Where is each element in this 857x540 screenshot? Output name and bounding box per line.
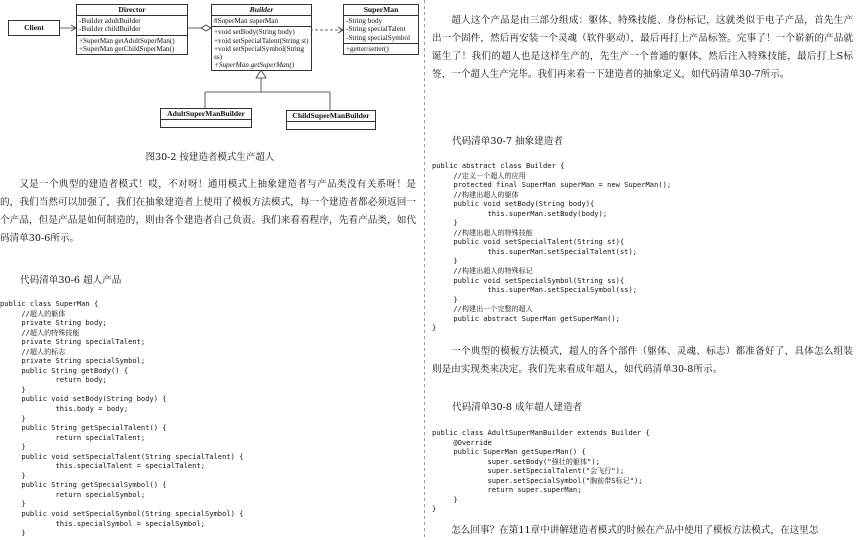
superman-attr: -String specialTalent bbox=[346, 25, 406, 34]
aggregation-diamond bbox=[201, 25, 211, 31]
code-listing-adult-builder: public class AdultSuperManBuilder extends Builder { @Override public SuperMan getSuperMan() { super.setBody("强壮的躯体"); super.setSpecialTalent("会飞行"); super.setSpecialSymbol("胸前带S标记"); return super.superMan; } } bbox=[432, 428, 650, 514]
superman-box bbox=[343, 4, 419, 55]
builder-title: Builder bbox=[212, 5, 311, 16]
code-listing-heading: 代码清单30-6 超人产品 bbox=[20, 275, 122, 286]
child-builder-box bbox=[286, 110, 376, 130]
builder-attr: #SuperMan superMan bbox=[214, 17, 279, 26]
director-attrs bbox=[77, 16, 187, 35]
column-separator bbox=[424, 0, 425, 540]
child-builder-body bbox=[287, 122, 375, 129]
code-listing-builder: public abstract class Builder { //定义一个超人的应用 protected final SuperMan superMan = new SuperMan(); //构建出超人的躯体 public void setBody(String body){ this.superMan.setBody(body); } //构建出超人的特殊技能 public void setSpecialTalent(String st){ this.superMan.setSpecialTalent(st); } //构建出超人的特殊标记 public void setSpecialSymbol(String ss){ this.superMan.setSpecialSymbol(ss); } //构建出一个完整的超人 public abstract SuperMan getSuperMan(); } bbox=[432, 161, 672, 333]
builder-method: +void setSpecialTalent(String st) bbox=[214, 36, 309, 45]
superman-methods bbox=[344, 44, 418, 54]
director-method: +SuperMan getChildSuperMan() bbox=[79, 44, 175, 53]
superman-attr: -String body bbox=[346, 17, 383, 26]
left-paragraph: 又是一个典型的建造者模式！哎，不对呀！通用模式上抽象建造者与产品类没有关系呀！是的，我们当然可以加强了，我们在抽象建造者上使用了模板方法模式，每一个建造者都必须返回一个产品，但是产品是如何制造的，则由各个建造者自己负责。我们来看看程序，先看产品类，如代码清单30-6所示。 bbox=[0, 179, 416, 244]
right-paragraph-3: 怎么回事？在第11章中讲解建造者模式的时候在产品中使用了模板方法模式，在这里怎 bbox=[451, 525, 819, 536]
superman-method: +getter/setter() bbox=[346, 44, 389, 53]
builder-abstract-method: +SuperMan getSuperMan() bbox=[214, 61, 295, 70]
superman-attr: -String specialSymbol bbox=[346, 33, 411, 42]
superman-attrs bbox=[344, 16, 418, 44]
adult-builder-box bbox=[160, 108, 252, 128]
adult-builder-title: AdultSuperManBuilder bbox=[161, 109, 251, 120]
builder-box bbox=[211, 4, 312, 71]
director-method: +SuperMan getAdultSuperMan() bbox=[79, 36, 175, 45]
director-attr: -Builder childBuilder bbox=[79, 25, 141, 34]
right-paragraph-1: 超人这个产品是由三部分组成：躯体、特殊技能、身份标记，这就类似于电子产品，首先生产出一个固件，然后再安装一个灵魂（软件驱动），最后再打上产品标签。完事了！一个崭新的产品就诞生了！我们的超人也是这样生产的，先生产一个普通的躯体，然后注入特殊技能，最后打上S标签，一个超人生产完毕。我们再来看一下建造者的抽象定义，如代码清单30-7所示。 bbox=[432, 15, 853, 80]
uml-class-diagram bbox=[0, 0, 420, 140]
director-attr: -Builder adultBuilder bbox=[79, 17, 141, 26]
builder-methods bbox=[212, 27, 311, 70]
figure-caption: 图30-2 按建造者模式生产超人 bbox=[145, 152, 275, 163]
director-methods bbox=[77, 36, 187, 54]
builder-attrs bbox=[212, 16, 311, 27]
code-listing-heading-2: 代码清单30-7 抽象建造者 bbox=[452, 136, 563, 147]
code-listing-superman: public class SuperMan { //超人的躯体 private String body; //超人的特殊技能 private String specialTalent; //超人的标志 private String specialSymbol; public String getBody() { return body; } public void setBody(String body) { this.body = body; } public String getSpecialTalent() { return specialTalent; } public void setSpecialTalent(String specialTalent) { this.specialTalent = specialTalent; } public String getSpecialSymbol() { return specialSymbol; } public void setSpecialSymbol(String specialSymbol) { this.specialSymbol = specialSymbol; } bbox=[0, 299, 244, 538]
builder-method: +void setBody(String body) bbox=[214, 28, 295, 37]
director-box bbox=[76, 4, 188, 55]
builder-method: +void setSpecialSymbol(String ss) bbox=[214, 44, 305, 62]
right-column bbox=[428, 0, 857, 540]
client-title: Client bbox=[24, 23, 44, 32]
right-paragraph-2: 一个典型的模板方法模式，超人的各个部件（躯体、灵魂、标志）都准备好了，具体怎么组装则是由实现类来决定。我们先来看成年超人，如代码清单30-8所示。 bbox=[432, 346, 853, 375]
code-listing-heading-3: 代码清单30-8 成年超人建造者 bbox=[452, 402, 583, 413]
left-column bbox=[0, 0, 420, 540]
superman-title: SuperMan bbox=[344, 5, 418, 16]
child-builder-title: ChildSuperManBuilder bbox=[287, 111, 375, 122]
director-title: Director bbox=[77, 5, 187, 16]
client-box bbox=[8, 20, 60, 36]
adult-builder-body bbox=[161, 120, 251, 127]
